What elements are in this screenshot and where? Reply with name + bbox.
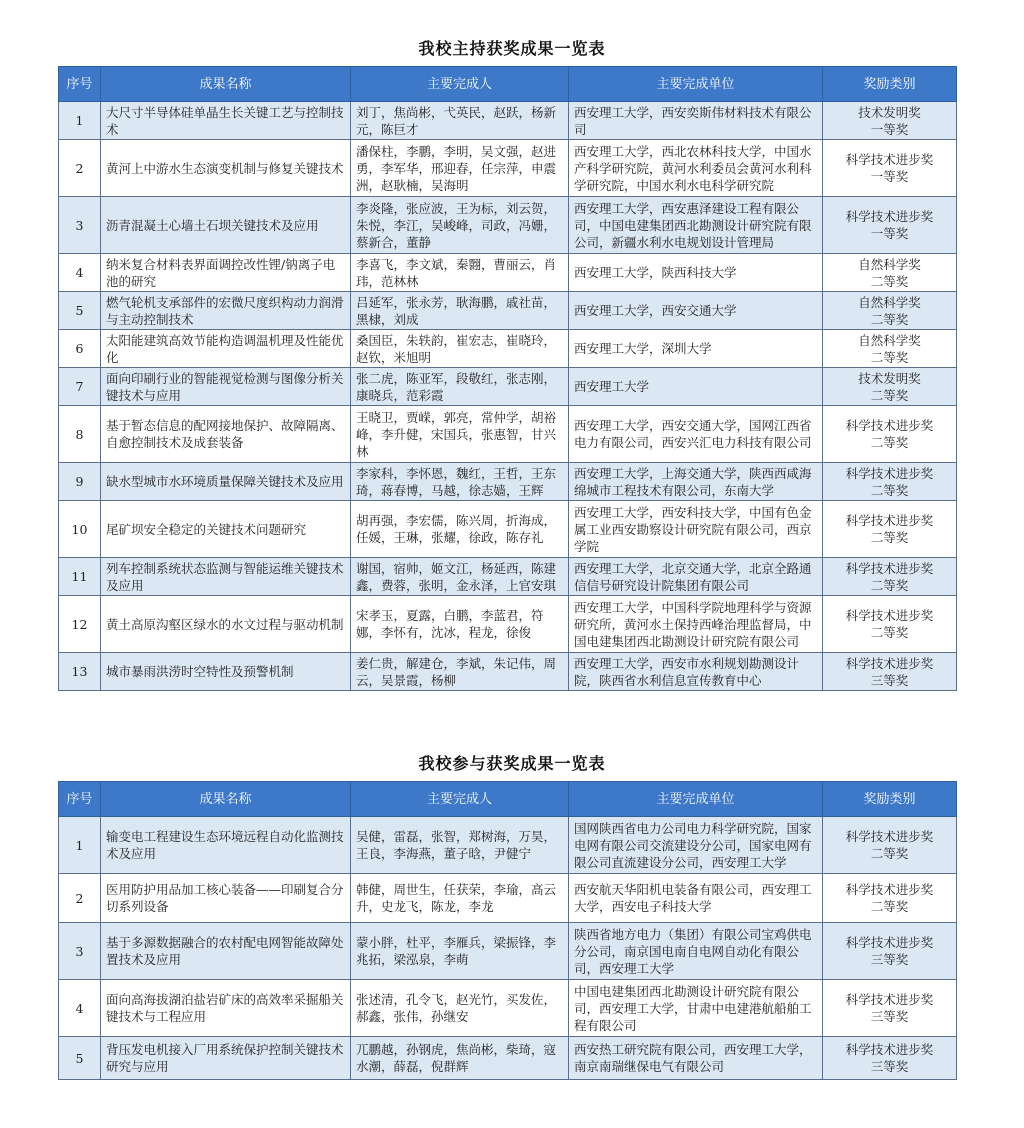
table-row [59,596,957,653]
row-number: 13 [59,653,101,691]
award-type: 科学技术进步奖 [845,560,934,576]
award-category [823,817,957,874]
achievement-name: 背压发电机接入厂用系统保护控制关键技术研究与应用 [101,1037,351,1080]
award-category [823,501,957,558]
row-number: 10 [59,501,101,558]
table-row [59,874,957,923]
row-number: 6 [59,330,101,368]
row-number: 11 [59,558,101,596]
award-level: 一等奖 [870,226,909,241]
award-type: 技术发明奖 [858,104,921,120]
award-type: 科学技术进步奖 [845,882,934,897]
award-type: 科学技术进步奖 [845,152,934,167]
main-organizations: 西安理工大学，上海交通大学，陕西西咸海绵城市工程技术有限公司，东南大学 [569,463,823,501]
table-row [59,1037,957,1080]
table-row [59,501,957,558]
award-category [823,330,957,368]
header-people: 主要完成人 [351,67,569,102]
header-people: 主要完成人 [351,782,569,817]
award-category [823,923,957,980]
participated-awards-table [58,781,957,1080]
achievement-name: 医用防护用品加工核心装备——印刷复合分切系列设备 [101,874,351,923]
row-number: 3 [59,923,101,980]
award-type: 自然科学奖 [858,294,921,310]
main-contributors: 姜仁贵，解建仓，李斌，朱记伟，周云，吴景霞，杨柳 [351,653,569,691]
header-category: 奖励类别 [823,782,957,817]
award-level: 三等奖 [870,1009,909,1024]
award-category [823,406,957,463]
main-organizations: 西安理工大学，西安交通大学，国网江西省电力有限公司，西安兴汇电力科技有限公司 [569,406,823,463]
table-row [59,653,957,691]
header-no: 序号 [59,782,101,817]
row-number: 1 [59,817,101,874]
table-row [59,292,957,330]
main-organizations: 西安理工大学，西安交通大学 [569,292,823,330]
achievement-name: 基于多源数据融合的农村配电网智能故障处置技术及应用 [101,923,351,980]
main-contributors: 韩健，周世生，任获荣，李瑜，高云升，史龙飞，陈龙，李龙 [351,874,569,923]
award-level: 二等奖 [870,899,909,914]
award-type: 科学技术进步奖 [845,935,934,950]
award-category [823,980,957,1037]
main-contributors: 谢国，宿帅，姬文江，杨延西，陈建鑫，费蓉，张明，金永泽，上官安琪 [351,558,569,596]
main-contributors: 潘保柱，李鹏，李明，吴文强，赵进勇，李军华，邢迎春，任宗萍，申震洲，赵耿楠，吴海明 [351,140,569,197]
award-category [823,874,957,923]
header-org: 主要完成单位 [569,782,823,817]
award-type: 科学技术进步奖 [845,418,934,433]
header-name: 成果名称 [101,67,351,102]
award-level: 一等奖 [870,121,909,137]
award-type: 科学技术进步奖 [845,1042,934,1057]
award-type: 科学技术进步奖 [845,513,934,528]
header-category: 奖励类别 [823,67,957,102]
table-row [59,463,957,501]
main-contributors: 张述清，孔令飞，赵光竹，买发佐，郝鑫，张伟，孙继安 [351,980,569,1037]
achievement-name: 沥青混凝土心墙土石坝关键技术及应用 [101,197,351,254]
table1-title: 我校主持获奖成果一览表 [418,39,606,58]
main-contributors: 桑国臣，朱轶韵，崔宏志，崔晓玲，赵钦，米旭明 [351,330,569,368]
award-category [823,1037,957,1080]
award-type: 科学技术进步奖 [845,209,934,224]
award-level: 三等奖 [870,672,909,688]
achievement-name: 缺水型城市水环境质量保障关键技术及应用 [101,463,351,501]
award-type: 自然科学奖 [858,256,921,272]
main-contributors: 刘丁，焦尚彬，弋英民，赵跃，杨新元，陈巨才 [351,102,569,140]
table-row [59,406,957,463]
header-no: 序号 [59,67,101,102]
achievement-name: 城市暴雨洪涝时空特性及预警机制 [101,653,351,691]
award-level: 二等奖 [870,530,909,545]
award-category [823,653,957,691]
award-category [823,140,957,197]
header-row [59,782,957,817]
main-contributors: 李喜飞，李文斌，秦翾，曹丽云，肖玮，范林林 [351,254,569,292]
table-row [59,923,957,980]
header-row [59,67,957,102]
achievement-name: 黄河上中游水生态演变机制与修复关键技术 [101,140,351,197]
main-contributors: 胡再强，李宏儒，陈兴周，折海成，任媛，王琳，张耀，徐政，陈存礼 [351,501,569,558]
main-contributors: 吴健，雷磊，张智，郑树海，万昊，王良，李海燕，董子晗，尹健宁 [351,817,569,874]
row-number: 7 [59,368,101,406]
award-type: 科学技术进步奖 [845,655,934,671]
main-organizations: 西安航天华阳机电装备有限公司，西安理工大学，西安电子科技大学 [569,874,823,923]
award-type: 技术发明奖 [858,370,921,386]
header-org: 主要完成单位 [569,67,823,102]
row-number: 1 [59,102,101,140]
table1-body [59,102,957,691]
row-number: 5 [59,1037,101,1080]
award-level: 二等奖 [870,387,909,403]
main-contributors: 蒙小胖，杜平，李雁兵，梁振锋，李兆拓，梁泓泉，李萌 [351,923,569,980]
main-contributors: 李炎隆，张应波，王为标，刘云贺，朱悦，李江，吴峻峰，司政，冯姗，蔡新合，董静 [351,197,569,254]
main-contributors: 王晓卫，贾嵘，郭亮，常仲学，胡裕峰，李升健，宋国兵，张惠智，甘兴林 [351,406,569,463]
award-level: 二等奖 [870,625,909,640]
table2-body [59,817,957,1080]
award-category [823,558,957,596]
table-row [59,254,957,292]
achievement-name: 大尺寸半导体硅单晶生长关键工艺与控制技术 [101,102,351,140]
header-name: 成果名称 [101,782,351,817]
award-type: 科学技术进步奖 [845,992,934,1007]
row-number: 12 [59,596,101,653]
table-row [59,980,957,1037]
award-level: 二等奖 [870,577,909,593]
table-row [59,197,957,254]
award-level: 二等奖 [870,846,909,861]
achievement-name: 尾矿坝安全稳定的关键技术问题研究 [101,501,351,558]
award-type: 科学技术进步奖 [845,465,934,481]
main-contributors: 李家科，李怀恩，魏红，王哲，王东琦，蒋春博，马越，徐志嫱，王辉 [351,463,569,501]
main-organizations: 西安理工大学，北京交通大学，北京全路通信信号研究设计院集团有限公司 [569,558,823,596]
row-number: 5 [59,292,101,330]
main-organizations: 西安理工大学，深圳大学 [569,330,823,368]
main-organizations: 西安理工大学，西安市水利规划勘测设计院，陕西省水利信息宣传教育中心 [569,653,823,691]
table-row [59,102,957,140]
achievement-name: 面向高海拔湖泊盐岩矿床的高效率采掘船关键技术与工程应用 [101,980,351,1037]
main-contributors: 宋孝玉，夏露，白鹏，李蓝君，符娜，李怀有，沈冰，程龙，徐俊 [351,596,569,653]
award-category [823,292,957,330]
row-number: 9 [59,463,101,501]
main-organizations: 西安理工大学，西北农林科技大学，中国水产科学研究院，黄河水利委员会黄河水利科学研究院，中国水利水电科学研究院 [569,140,823,197]
table-row [59,330,957,368]
main-contributors: 兀鹏越，孙钢虎，焦尚彬，柴琦，寇水潮，薛磊，倪群辉 [351,1037,569,1080]
table-row [59,558,957,596]
award-type: 自然科学奖 [858,332,921,348]
award-level: 二等奖 [870,482,909,498]
award-category [823,197,957,254]
main-contributors: 张二虎，陈亚军，段敬红，张志刚，康晓兵，范彩霞 [351,368,569,406]
achievement-name: 列车控制系统状态监测与智能运维关键技术及应用 [101,558,351,596]
award-level: 三等奖 [870,1059,909,1074]
main-organizations: 西安理工大学，西安奕斯伟材料技术有限公司 [569,102,823,140]
row-number: 2 [59,140,101,197]
award-level: 二等奖 [870,273,909,289]
row-number: 2 [59,874,101,923]
main-organizations: 中国电建集团西北勘测设计研究院有限公司，西安理工大学，甘肃中电建港航船舶工程有限公司 [569,980,823,1037]
table2-title: 我校参与获奖成果一览表 [418,754,606,773]
row-number: 3 [59,197,101,254]
award-type: 科学技术进步奖 [845,829,934,844]
achievement-name: 燃气轮机支承部件的宏微尺度织构动力润滑与主动控制技术 [101,292,351,330]
award-level: 二等奖 [870,349,909,365]
main-organizations: 西安理工大学，西安科技大学，中国有色金属工业西安勘察设计研究院有限公司，西京学院 [569,501,823,558]
row-number: 4 [59,254,101,292]
award-category [823,596,957,653]
table-row [59,817,957,874]
table-row [59,368,957,406]
award-category [823,102,957,140]
award-level: 二等奖 [870,311,909,327]
award-category [823,254,957,292]
award-level: 一等奖 [870,169,909,184]
main-contributors: 吕延军，张永芳，耿海鹏，戚社苗，黑棣，刘成 [351,292,569,330]
main-organizations: 西安理工大学，陕西科技大学 [569,254,823,292]
main-organizations: 国网陕西省电力公司电力科学研究院，国家电网有限公司交流建设分公司，国家电网有限公司直流建设分公司，西安理工大学 [569,817,823,874]
award-level: 三等奖 [870,952,909,967]
hosted-awards-table [58,66,957,691]
award-type: 科学技术进步奖 [845,608,934,623]
award-category [823,463,957,501]
main-organizations: 西安理工大学，西安惠泽建设工程有限公司，中国电建集团西北勘测设计研究院有限公司，新疆水利水电规划设计管理局 [569,197,823,254]
table-row [59,140,957,197]
award-level: 二等奖 [870,435,909,450]
achievement-name: 基于暂态信息的配网接地保护、故障隔离、自愈控制技术及成套装备 [101,406,351,463]
achievement-name: 输变电工程建设生态环境远程自动化监测技术及应用 [101,817,351,874]
award-category [823,368,957,406]
main-organizations: 西安理工大学 [569,368,823,406]
row-number: 8 [59,406,101,463]
main-organizations: 西安热工研究院有限公司，西安理工大学，南京南瑞继保电气有限公司 [569,1037,823,1080]
row-number: 4 [59,980,101,1037]
achievement-name: 纳米复合材料表界面调控改性锂/钠离子电池的研究 [101,254,351,292]
achievement-name: 太阳能建筑高效节能构造调温机理及性能优化 [101,330,351,368]
main-organizations: 陕西省地方电力（集团）有限公司宝鸡供电分公司，南京国电南自电网自动化有限公司，西安理工大学 [569,923,823,980]
achievement-name: 面向印刷行业的智能视觉检测与图像分析关键技术与应用 [101,368,351,406]
main-organizations: 西安理工大学，中国科学院地理科学与资源研究所，黄河水土保持西峰治理监督局，中国电建集团西北勘测设计研究院有限公司 [569,596,823,653]
achievement-name: 黄土高原沟壑区绿水的水文过程与驱动机制 [101,596,351,653]
